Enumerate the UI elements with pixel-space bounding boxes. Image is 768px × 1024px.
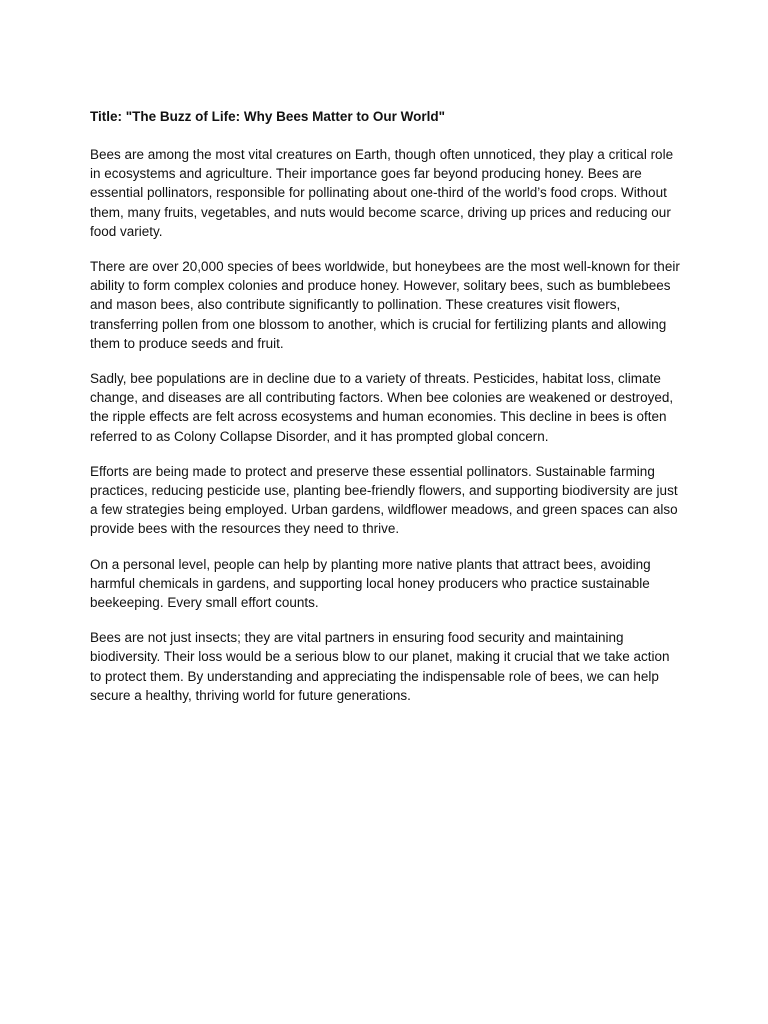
paragraph-4: Efforts are being made to protect and preserve these essential pollinators. Sustainable farming practices, reducing pesticide use, planting bee-friendly flowers, and supporting biodiversity are just a few strategies being employed. Urban gardens, wildflower meadows, and green spaces can also provide bees with the resources they need to thrive. bbox=[90, 463, 678, 537]
paragraph-1: Bees are among the most vital creatures on Earth, though often unnoticed, they play a critical role in ecosystems and agriculture. Their importance goes far beyond producing honey. Bees are essential pollinators, responsible for pollinating about one-third of the world’s food crops. Without them, many fruits, vegetables, and nuts would become scarce, driving up prices and reducing our food variety. bbox=[90, 147, 674, 239]
paragraph-3: Sadly, bee populations are in decline due to a variety of threats. Pesticides, habitat loss, climate change, and diseases are all contributing factors. When bee colonies are weakened or destroyed, the ripple effects are felt across ecosystems and human economies. This decline in bees is often referred to as Colony Collapse Disorder, and it has prompted global concern. bbox=[90, 371, 674, 444]
document-title: Title: "The Buzz of Life: Why Bees Matter to Our World" bbox=[90, 109, 446, 124]
paragraph-6: Bees are not just insects; they are vital partners in ensuring food security and maintaining biodiversity. Their loss would be a serious blow to our planet, making it crucial that we take action to protect them. By understanding and appreciating the indispensable role of bees, we can help secure a healthy, thriving world for future generations. bbox=[90, 630, 670, 703]
paragraph-2: There are over 20,000 species of bees worldwide, but honeybees are the most well-known for their ability to form complex colonies and produce honey. However, solitary bees, such as bumblebees and mason bees, also contribute significantly to pollination. These creatures visit flowers, transferring pollen from one blossom to another, which is crucial for fertilizing plants and allowing them to produce seeds and fruit. bbox=[90, 259, 680, 351]
paragraph-5: On a personal level, people can help by planting more native plants that attract bees, avoiding harmful chemicals in gardens, and supporting local honey producers who practice sustainable beekeeping. Every small effort counts. bbox=[90, 556, 651, 611]
